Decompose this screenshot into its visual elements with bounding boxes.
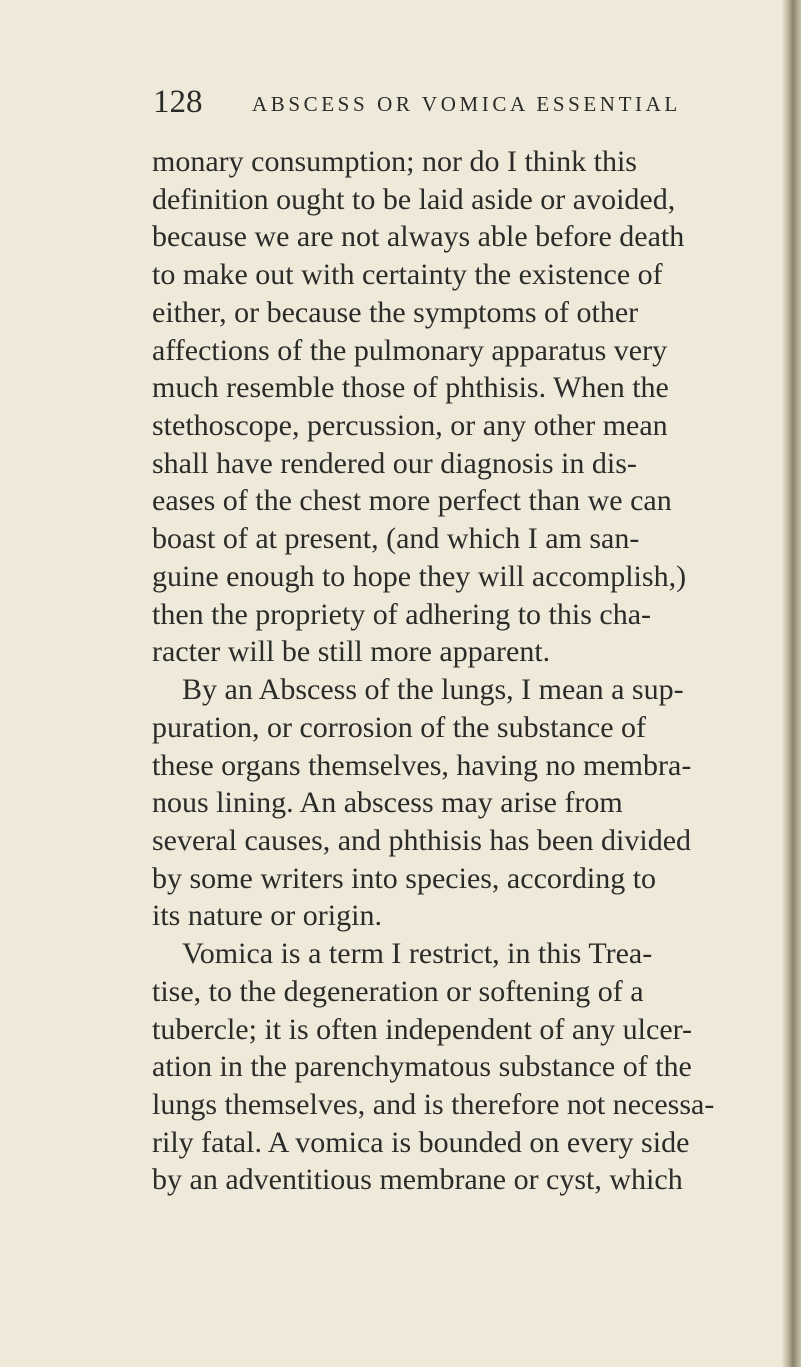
text-line: tise, to the degeneration or softening of a [152,974,644,1008]
page-number: 128 [153,84,203,120]
page-header [153,84,713,128]
text-line: ation in the parenchymatous substance of the [152,1050,692,1084]
text-line: stethoscope, percussion, or any other mean [152,409,668,443]
text-line: definition ought to be laid aside or avoided, [152,182,676,216]
text-line: to make out with certainty the existence of [152,258,663,292]
text-line: its nature or origin. [152,899,382,933]
paragraph-first-line: By an Abscess of the lungs, I mean a sup- [182,673,684,707]
text-line: much resemble those of phthisis. When the [152,371,669,405]
page-edge-shadow [781,0,801,1367]
text-line: puration, or corrosion of the substance of [152,710,647,744]
body-text [152,143,772,1199]
running-head: ABSCESS OR VOMICA ESSENTIAL [252,92,681,116]
text-line: monary consumption; nor do I think this [152,145,637,178]
text-line: nous lining. An abscess may arise from [152,786,623,820]
text-line: by some writers into species, according to [152,861,657,895]
text-line: racter will be still more apparent. [152,635,551,669]
text-line: guine enough to hope they will accomplish,) [152,559,687,593]
text-line: boast of at present, (and which I am san- [152,522,640,556]
text-line: eases of the chest more perfect than we can [152,484,672,518]
text-line: shall have rendered our diagnosis in dis- [152,446,637,480]
text-line: because we are not always able before death [152,220,685,254]
text-line: rily fatal. A vomica is bounded on every side [152,1125,690,1159]
text-line: affections of the pulmonary apparatus very [152,333,668,367]
text-line: then the propriety of adhering to this cha- [152,597,652,631]
text-line: by an adventitious membrane or cyst, which [152,1163,683,1197]
text-line: these organs themselves, having no membra- [152,748,692,782]
paragraph-first-line: Vomica is a term I restrict, in this Trea- [182,937,653,971]
text-line: tubercle; it is often independent of any ulcer- [152,1012,693,1046]
text-line: several causes, and phthisis has been divided [152,823,692,857]
text-line: either, or because the symptoms of other [152,295,639,329]
text-line: lungs themselves, and is therefore not necessa- [152,1087,715,1121]
